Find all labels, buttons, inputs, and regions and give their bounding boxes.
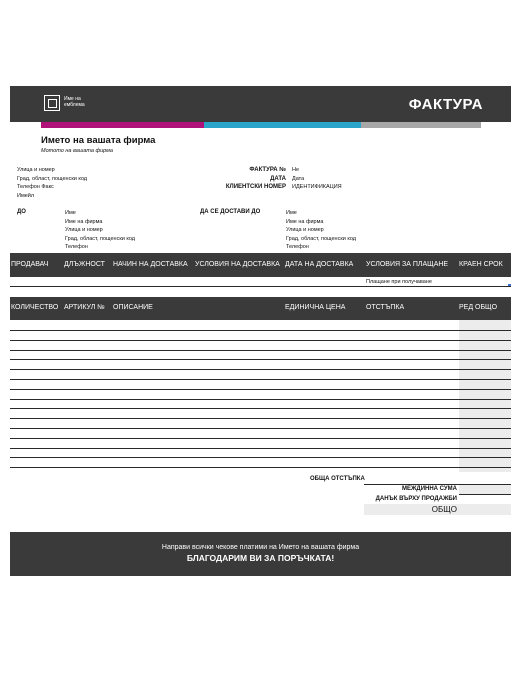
total-discount-label: ОБЩА ОТСТЪПКА xyxy=(310,476,365,482)
footer-payable-company: Името на вашата фирма xyxy=(278,544,360,551)
footer-band xyxy=(10,532,511,576)
company-address xyxy=(17,166,157,200)
item-row-line xyxy=(10,467,511,468)
item-row-line xyxy=(10,399,511,400)
company-slogan: Мотото на вашата фирма xyxy=(41,148,113,154)
header-delivery-date: ДАТА НА ДОСТАВКА xyxy=(285,261,354,268)
bill-to-line[interactable]: Телефон xyxy=(65,244,88,250)
item-row-line xyxy=(10,428,511,429)
ship-to-line[interactable]: Телефон xyxy=(286,244,309,250)
invoice-number-label: ФАКТУРА № xyxy=(249,167,286,173)
address-line: Град, област, пощенски код xyxy=(17,175,87,182)
header-job: ДЛЪЖНОСТ xyxy=(64,261,105,268)
line-total-column xyxy=(459,320,511,472)
item-row-line xyxy=(10,330,511,331)
selection-handle[interactable] xyxy=(508,284,511,286)
logo-icon xyxy=(44,95,60,111)
ship-to-line[interactable]: Име xyxy=(286,210,297,216)
bill-to-line[interactable]: Име на фирма xyxy=(65,218,103,225)
stripe-cyan xyxy=(204,122,361,128)
address-line: Телефон Факс xyxy=(17,184,54,190)
logo-text: Име на емблема xyxy=(64,96,85,108)
subtotal-line xyxy=(459,494,511,495)
ship-to-line[interactable]: Улица и номер xyxy=(286,227,324,233)
item-row-line xyxy=(10,418,511,419)
address-line: Улица и номер xyxy=(17,167,55,173)
header-description: ОПИСАНИЕ xyxy=(113,304,153,311)
client-number-value[interactable]: ИДЕНТИФИКАЦИЯ xyxy=(292,184,342,190)
item-row-line xyxy=(10,359,511,360)
footer-thanks: БЛАГОДАРИМ ВИ ЗА ПОРЪЧКАТА! xyxy=(186,553,335,563)
header-discount: ОТСТЪПКА xyxy=(366,304,405,311)
item-row-line xyxy=(10,379,511,380)
shipping-row-line xyxy=(10,286,511,287)
date-label: ДАТА xyxy=(270,175,286,182)
header-shipping-method: НАЧИН НА ДОСТАВКА xyxy=(113,261,188,268)
item-row-line xyxy=(10,408,511,409)
bill-to-line[interactable]: Град, област, пощенски код xyxy=(65,235,135,242)
bill-to-line[interactable]: Име xyxy=(65,210,76,216)
payment-terms-value[interactable]: Плащане при получаване xyxy=(366,279,432,285)
shipping-table-header xyxy=(10,253,511,277)
sales-tax-label: ДАНЪК ВЪРХУ ПРОДАЖБИ xyxy=(375,496,457,502)
date-value[interactable]: Дата xyxy=(292,175,305,182)
invoice-meta-labels xyxy=(200,166,286,192)
invoice-title: ФАКТУРА xyxy=(408,96,483,113)
header-shipping-terms: УСЛОВИЯ НА ДОСТАВКА xyxy=(195,261,280,268)
header-due-date: КРАЕН СРОК xyxy=(459,261,503,268)
item-row-line xyxy=(10,389,511,390)
header-unit-price: ЕДИНИЧНА ЦЕНА xyxy=(285,304,346,311)
invoice-number-value[interactable]: Не xyxy=(292,167,300,173)
stripe-magenta xyxy=(41,122,204,128)
header-item-number: АРТИКУЛ № xyxy=(64,304,105,311)
item-row-line xyxy=(10,350,511,351)
footer-payable-prefix: Направи всички чекове платими на xyxy=(161,544,277,551)
ship-to-block xyxy=(286,209,416,252)
invoice-meta-values xyxy=(292,166,392,192)
items-table-header xyxy=(10,297,511,320)
stripe-gray xyxy=(361,122,481,128)
total-label: ОБЩО xyxy=(431,505,457,514)
ship-to-line[interactable]: Град, област, пощенски код xyxy=(286,235,356,242)
item-row-line xyxy=(10,457,511,458)
header-payment-terms: УСЛОВИЯ ЗА ПЛАЩАНЕ xyxy=(366,261,449,268)
bill-to-block xyxy=(65,209,195,252)
item-row-line xyxy=(10,369,511,370)
header-line-total: РЕД ОБЩО xyxy=(459,304,498,311)
subtotal-label: МЕЖДИННА СУМА xyxy=(402,486,457,492)
header-quantity: КОЛИЧЕСТВО xyxy=(11,304,59,311)
footer-payable xyxy=(10,544,511,551)
item-row-line xyxy=(10,448,511,449)
item-row-line xyxy=(10,438,511,439)
company-name: Името на вашата фирма xyxy=(41,135,156,146)
ship-to-label: ДА СЕ ДОСТАВИ ДО xyxy=(200,209,261,215)
ship-to-line[interactable]: Име на фирма xyxy=(286,218,324,225)
subtotal-cell[interactable] xyxy=(459,485,511,494)
bill-to-label: ДО xyxy=(17,209,26,215)
bill-to-line[interactable]: Улица и номер xyxy=(65,227,103,233)
item-row-line xyxy=(10,340,511,341)
total-cell[interactable] xyxy=(459,504,511,515)
address-line: Имейл xyxy=(17,192,35,199)
header-salesperson: ПРОДАВАЧ xyxy=(11,261,49,268)
client-number-label: КЛИЕНТСКИ НОМЕР xyxy=(225,184,286,190)
